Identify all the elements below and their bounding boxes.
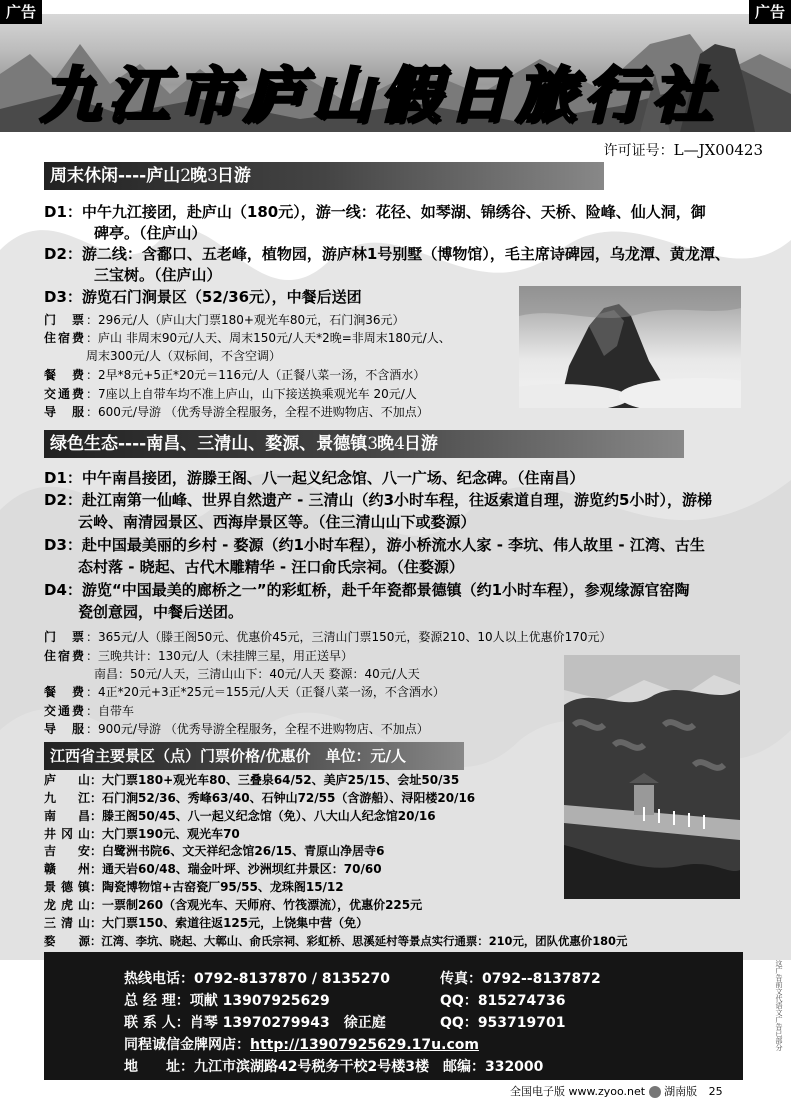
section2-fee-hotel-cont: 南昌：50元/人天，三清山山下：40元/人天 婺源：40元/人天: [94, 667, 420, 681]
address: 地 址：九江市滨湖路42号税务干校2号楼3楼 邮编：332000: [124, 1059, 544, 1075]
contact-person: 联 系 人：肖琴 13970279943 徐正庭: [124, 1015, 386, 1031]
ad-tag-left: 广告: [0, 0, 42, 24]
section2-fee-hotel: 住宿费 ：三晚共计：130元/人（未挂牌三星，用正送早）: [44, 649, 353, 663]
section1-heading: 周末休闲----庐山2晚3日游: [44, 162, 604, 190]
region-label: 湖南版: [664, 1085, 698, 1098]
section2-day1: D1：中午南昌接团，游滕王阁、八一起义纪念馆、八一广场、纪念碑。（住南昌）: [44, 469, 585, 487]
section1-fee-hotel: 住宿费 ：庐山 非周末90元/人天、周末150元/人天*2晚=非周末180元/人、: [44, 331, 451, 345]
fax: 传真：0792--8137872: [440, 971, 601, 987]
section1-day2: D2：游二线：含鄱口、五老峰，植物园，游庐林1号别墅（博物馆），毛主席诗碑园，乌龙潭、黄龙潭、: [44, 245, 730, 263]
section2-day2: D2：赴江南第一仙峰、世界自然遗产 - 三清山（约3小时车程，往返索道自理，游览约5小时），游梯: [44, 491, 712, 509]
price-row: 九 江：石门涧52/36、秀峰63/40、石钟山72/55（含游船）、浔阳楼20/16: [44, 791, 476, 805]
section1-fee-meal: 餐 费 ：2早*8元+5正*20元＝116元/人（正餐八菜一汤，不含酒水）: [44, 368, 426, 382]
section2-heading: 绿色生态----南昌、三清山、婺源、景德镇3晚4日游: [44, 430, 684, 458]
site-logo-icon: [649, 1086, 661, 1098]
side-note: 这广告前文代语文广告已部分: [775, 960, 783, 1051]
ad-tag-right: 广告: [749, 0, 791, 24]
price-row: 南 昌：滕王阁50/45、八一起义纪念馆（免）、八大山人纪念馆20/16: [44, 809, 436, 823]
price-row: 龙虎山：一票制260（含观光车、天师府、竹筏漂流），优惠价225元: [44, 898, 423, 912]
section2-day2-cont: 云岭、南清园景区、西海岸景区等。（住三清山山下或婺源）: [78, 513, 476, 531]
price-row: 井冈山：大门票190元、观光车70: [44, 827, 240, 841]
hotline: 热线电话：0792-8137870 / 8135270: [124, 971, 391, 987]
price-row: 景德镇：陶瓷博物馆+古窑瓷厂95/55、龙珠阁15/12: [44, 880, 344, 894]
lushan-peak-photo: [519, 286, 741, 408]
section2-fee-guide: 导 服 ：900元/导游 （优秀导游全程服务，全程不进购物店、不加点）: [44, 722, 429, 736]
banner-title: 九江市庐山假日旅行社: [40, 61, 720, 131]
section1-fee-transport: 交通费 ：7座以上自带车均不准上庐山，山下接送换乘观光车 20元/人: [44, 387, 417, 401]
sanqingshan-bridge-photo: [564, 655, 740, 899]
section2-day3-cont: 态村落 - 晓起、古代木雕精华 - 汪口俞氏宗祠。（住婺源）: [78, 558, 464, 576]
section2-fee-ticket: 门 票 ：365元/人（滕王阁50元、优惠价45元，三清山门票150元，婺源210、10人以上优惠价170元）: [44, 630, 612, 644]
edition-label: 全国电子版: [510, 1085, 565, 1098]
page-footer: [510, 1083, 723, 1099]
section2-day4: D4：游览“中国最美的廊桥之一”的彩虹桥，赴千年瓷都景德镇（约1小时车程），参观缘源官窑陶: [44, 581, 690, 599]
section1-fee-ticket: 门 票 ：296元/人（庐山大门票180+观光车80元，石门涧36元）: [44, 313, 405, 327]
license-value: L—JX00423: [673, 141, 763, 159]
section1-fee-guide: 导 服 ：600元/导游 （优秀导游全程服务，全程不进购物店、不加点）: [44, 405, 429, 419]
qq-2: QQ：953719701: [440, 1015, 566, 1031]
price-row: 赣 州：通天岩60/48、瑞金叶坪、沙洲坝红井景区：70/60: [44, 862, 382, 876]
section2-fee-transport: 交通费 ：自带车: [44, 704, 135, 718]
site-url[interactable]: www.zyoo.net: [568, 1085, 646, 1098]
contact-footer: [44, 952, 743, 1080]
license-label: 许可证号：: [603, 143, 674, 159]
section1-fee-hotel-cont: 周末300元/人（双标间，不含空调）: [86, 349, 281, 363]
price-row: 婺 源：江湾、李坑、晓起、大鄣山、俞氏宗祠、彩虹桥、思溪延村等景点实行通票：210元，团队优惠价180元: [44, 934, 628, 948]
qq-1: QQ：815274736: [440, 993, 566, 1009]
section1-day1: D1：中午九江接团，赴庐山（180元），游一线：花径、如琴湖、锦绣谷、天桥、险峰、仙人洞，御: [44, 203, 706, 221]
price-row: 三清山：大门票150、索道往返125元，上饶集中营（免）: [44, 916, 369, 930]
section2-fee-meal: 餐 费 ：4正*20元+3正*25元＝155元/人天（正餐八菜一汤，不含酒水）: [44, 685, 445, 699]
section2-day4-cont: 瓷创意园，中餐后送团。: [78, 603, 244, 621]
header-banner: [0, 14, 791, 132]
general-manager: 总 经 理：项献 13907925629: [124, 993, 330, 1009]
section2-day3: D3：赴中国最美丽的乡村 - 婺源（约1小时车程），游小桥流水人家 - 李坑、伟人故里 - 江湾、古生: [44, 536, 705, 554]
page-number: 25: [708, 1085, 723, 1098]
section1-day1-cont: 碑亭。（住庐山）: [94, 224, 207, 242]
section1-day3: D3：游览石门涧景区（52/36元），中餐后送团: [44, 288, 362, 306]
section3-heading: 江西省主要景区（点）门票价格/优惠价 单位：元/人: [44, 742, 464, 770]
price-row: 吉 安：白鹭洲书院6、文天祥纪念馆26/15、青原山净居寺6: [44, 844, 385, 858]
license-number: [604, 140, 763, 160]
website-link[interactable]: http://13907925629.17u.com: [250, 1037, 479, 1053]
website: 同程诚信金牌网店：http://13907925629.17u.com: [124, 1037, 479, 1053]
price-row: 庐 山：大门票180+观光车80、三叠泉64/52、美庐25/15、会址50/35: [44, 773, 460, 787]
section1-day2-cont: 三宝树。（住庐山）: [94, 266, 222, 284]
